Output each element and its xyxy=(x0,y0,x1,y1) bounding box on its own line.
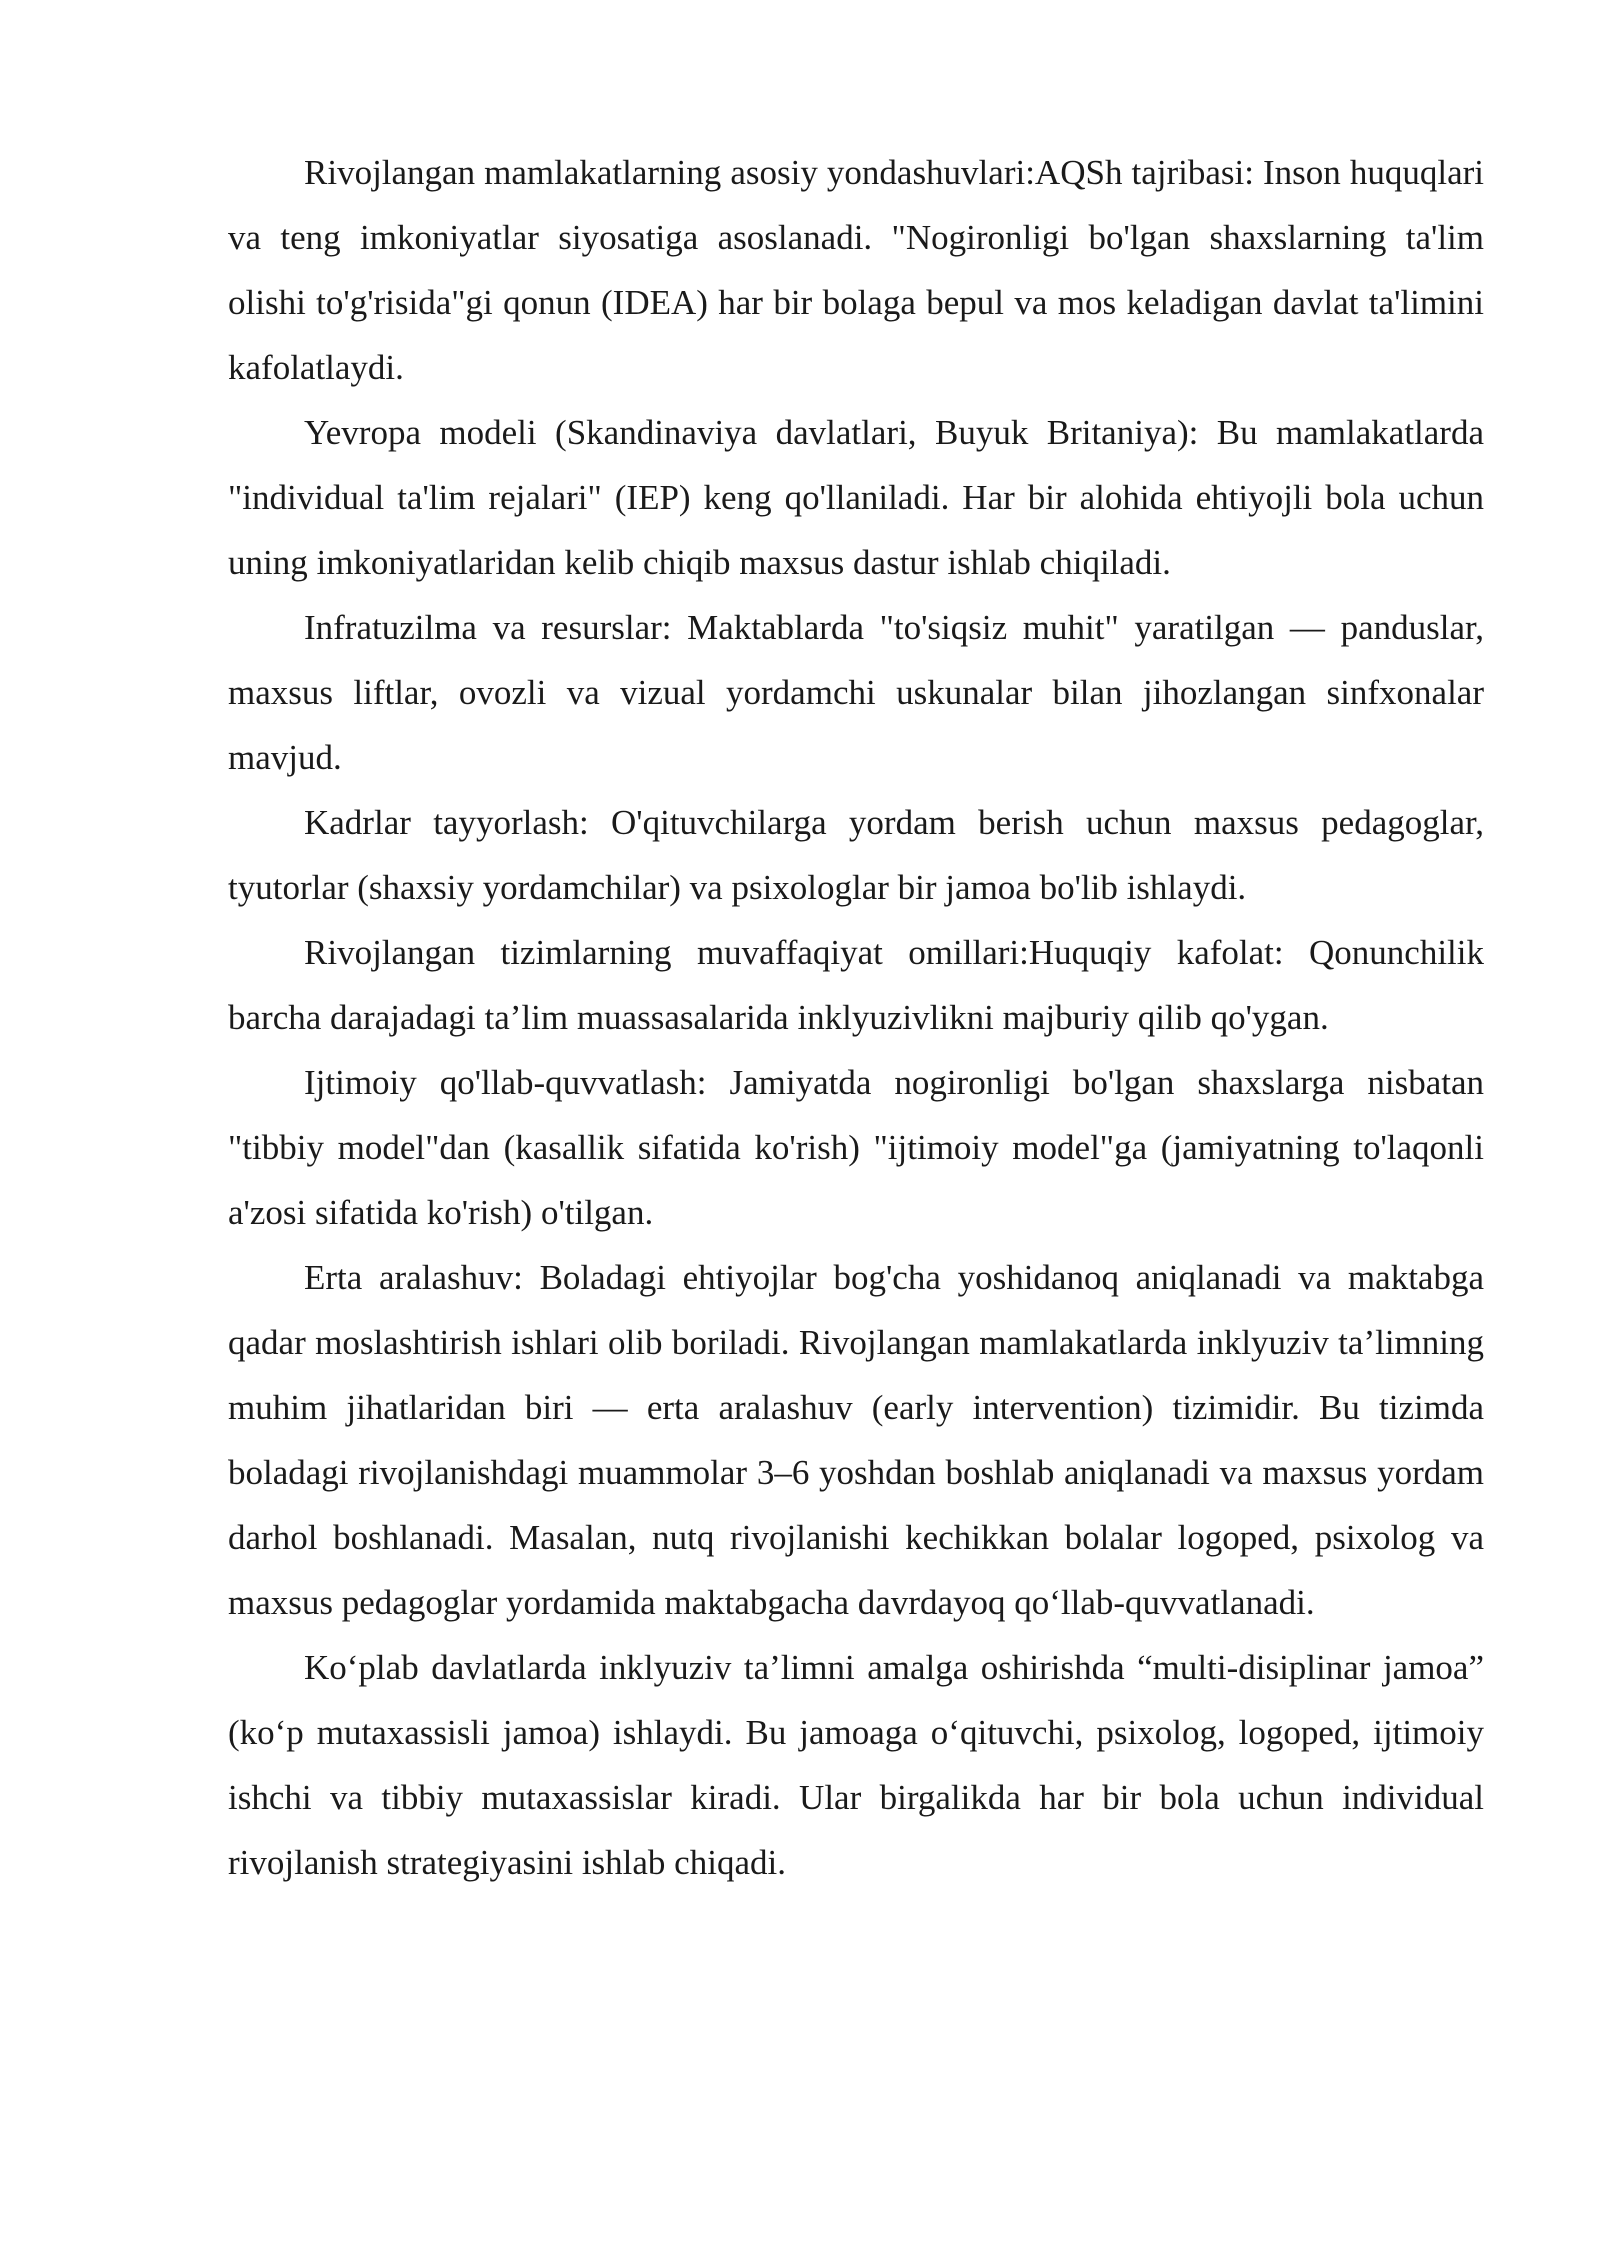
paragraph-infrastructure: Infratuzilma va resurslar: Maktablarda "to'siqsiz muhit" yaratilgan — panduslar, maxsus liftlar, ovozli va vizual yordamchi uskunalar bilan jihozlangan sinfxonalar mavjud. xyxy=(228,608,1484,777)
paragraph-early-intervention: Erta aralashuv: Boladagi ehtiyojlar bog'cha yoshidanoq aniqlanadi va maktabga qadar moslashtirish ishlari olib boriladi. Rivojlangan mamlakatlarda inklyuziv ta’limning muhim jihatlaridan biri — erta aralashuv (early intervention) tizimidir. Bu tizimda boladagi rivojlanishdagi muammolar 3–6 yoshdan boshlab aniqlanadi va maxsus yordam darhol boshlanadi. Masalan, nutq rivojlanishi kechikkan bolalar logoped, psixolog va maxsus pedagoglar yordamida maktabgacha davrdayoq qo‘llab-quvvatlanadi. xyxy=(228,1258,1484,1622)
document-page xyxy=(228,140,1484,1895)
paragraph-usa-approach: Rivojlangan mamlakatlarning asosiy yondashuvlari:AQSh tajribasi: Inson huquqlari va teng imkoniyatlar siyosatiga asoslanadi. "Nogironligi bo'lgan shaxslarning ta'lim olishi to'g'risida"gi qonun (IDEA) har bir bolaga bepul va mos keladigan davlat ta'limini kafolatlaydi. xyxy=(228,153,1484,387)
paragraph-europe-model: Yevropa modeli (Skandinaviya davlatlari, Buyuk Britaniya): Bu mamlakatlarda "individual ta'lim rejalari" (IEP) keng qo'llaniladi. Har bir alohida ehtiyojli bola uchun uning imkoniyatlaridan kelib chiqib maxsus dastur ishlab chiqiladi. xyxy=(228,413,1484,582)
paragraph-multidisciplinary-team: Ko‘plab davlatlarda inklyuziv ta’limni amalga oshirishda “multi-disiplinar jamoa” (ko‘p mutaxassisli jamoa) ishlaydi. Bu jamoaga o‘qituvchi, psixolog, logoped, ijtimoiy ishchi va tibbiy mutaxassislar kiradi. Ular birgalikda har bir bola uchun individual rivojlanish strategiyasini ishlab chiqadi. xyxy=(228,1648,1484,1882)
paragraph-social-support: Ijtimoiy qo'llab-quvvatlash: Jamiyatda nogironligi bo'lgan shaxslarga nisbatan "tibbiy model"dan (kasallik sifatida ko'rish) "ijtimoiy model"ga (jamiyatning to'laqonli a'zosi sifatida ko'rish) o'tilgan. xyxy=(228,1063,1484,1232)
paragraph-staff-training: Kadrlar tayyorlash: O'qituvchilarga yordam berish uchun maxsus pedagoglar, tyutorlar (shaxsiy yordamchilar) va psixologlar bir jamoa bo'lib ishlaydi. xyxy=(228,803,1484,907)
paragraph-success-factors: Rivojlangan tizimlarning muvaffaqiyat omillari:Huquqiy kafolat: Qonunchilik barcha darajadagi ta’lim muassasalarida inklyuzivlikni majburiy qilib qo'ygan. xyxy=(228,933,1484,1037)
